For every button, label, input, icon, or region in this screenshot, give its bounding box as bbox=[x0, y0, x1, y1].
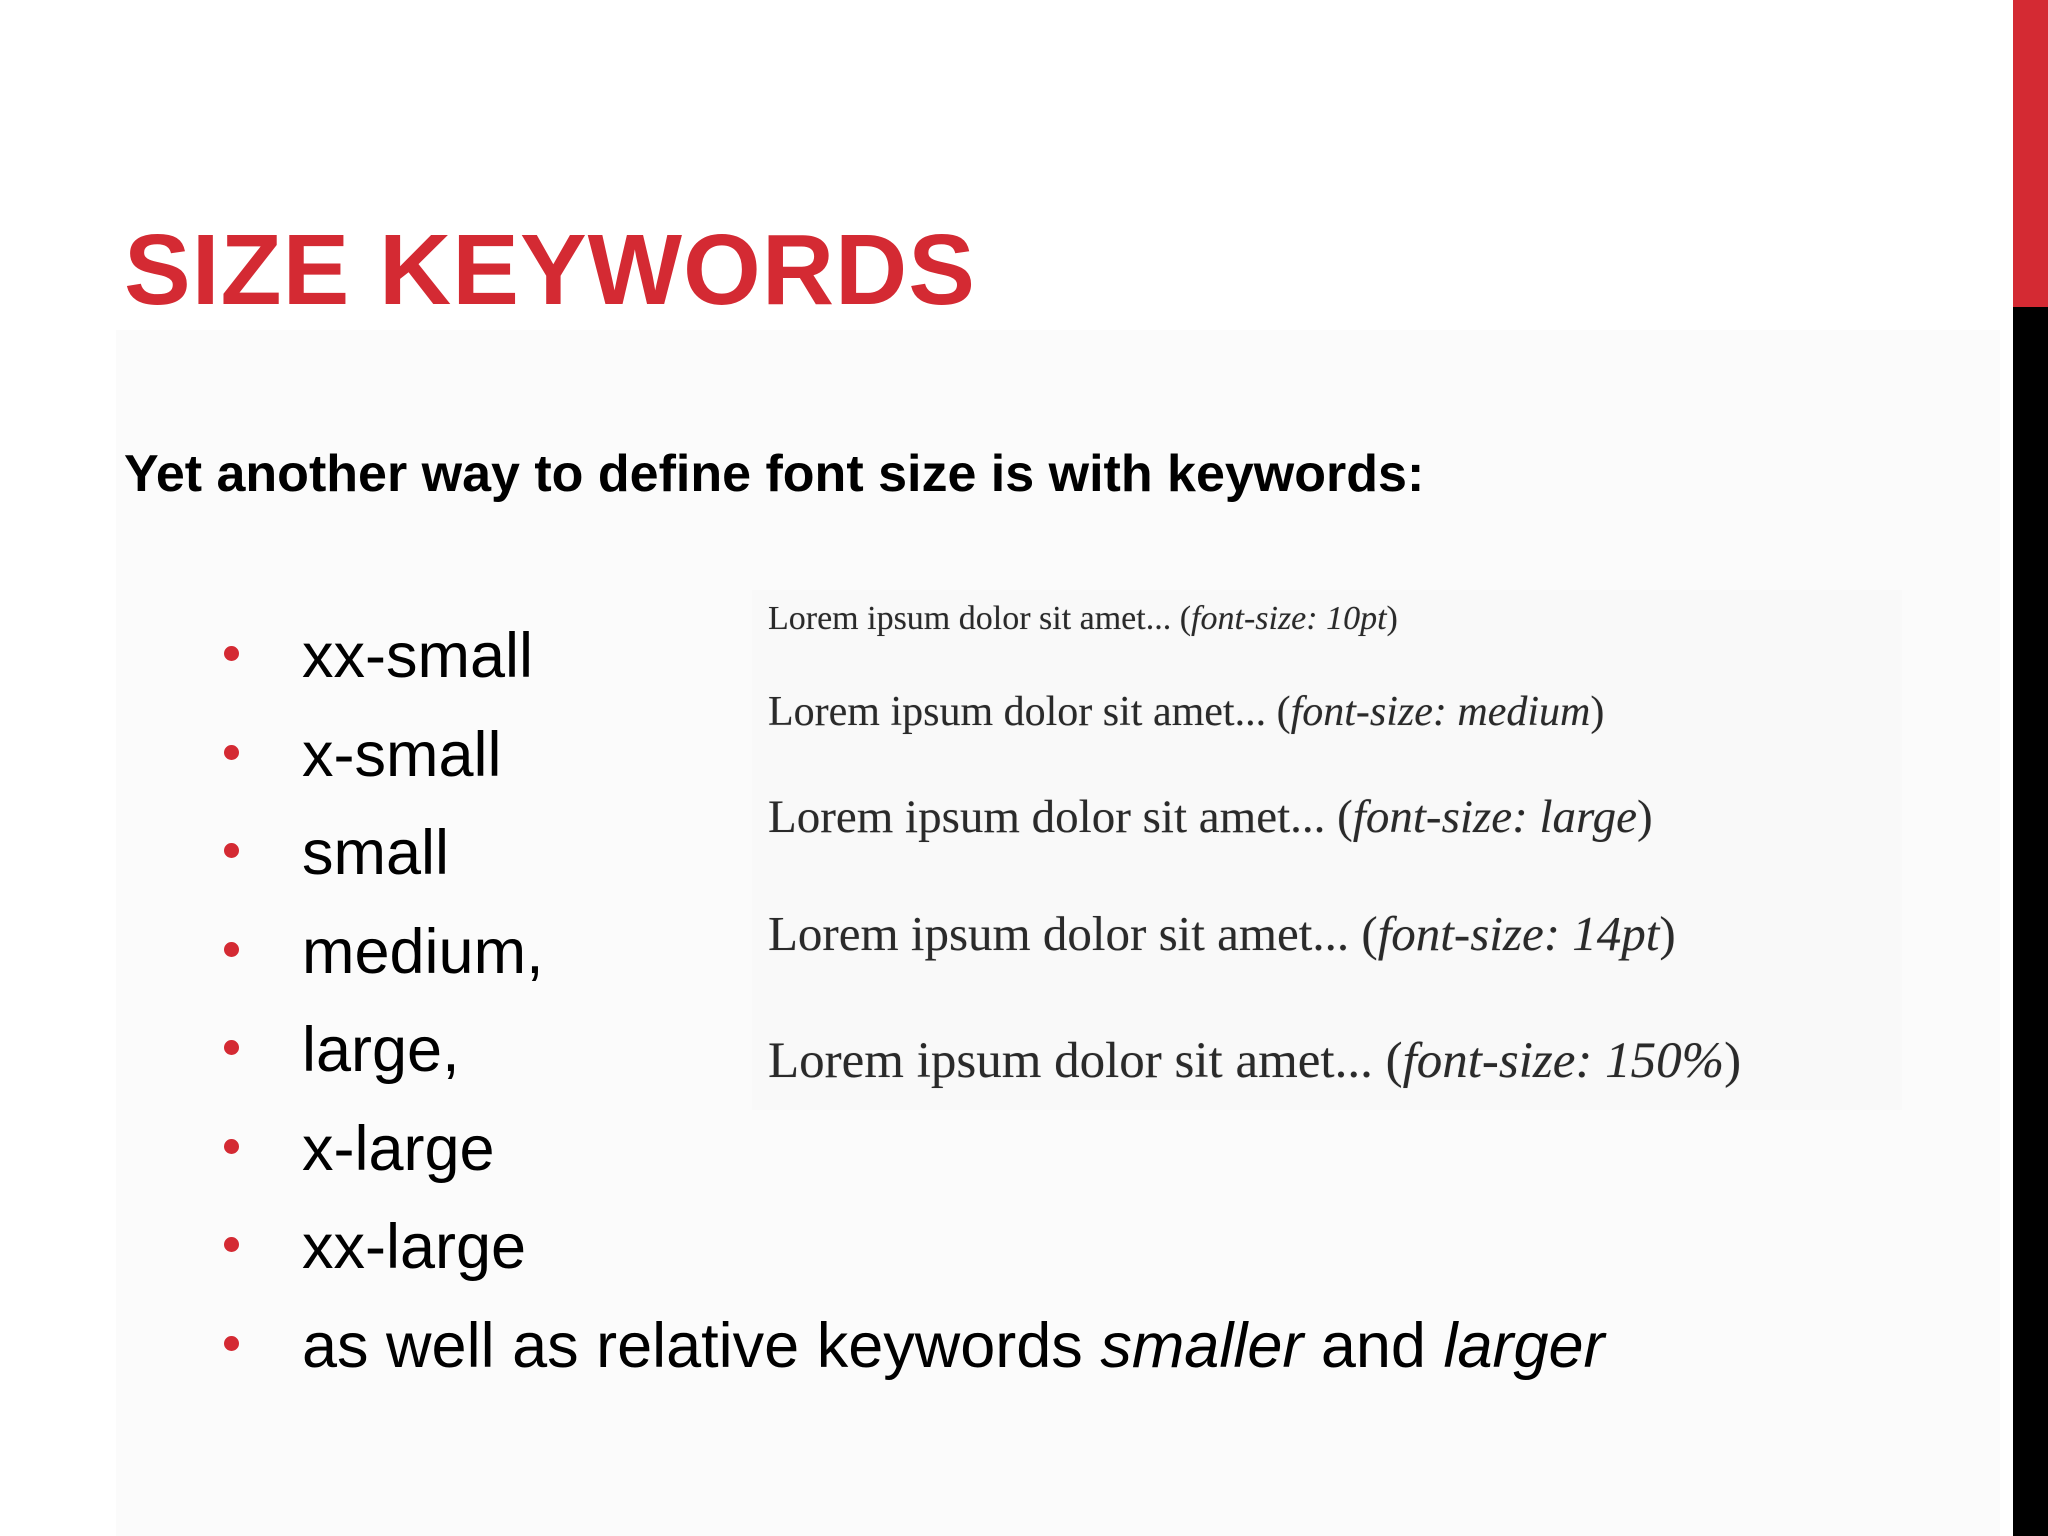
bullet-icon bbox=[224, 1237, 239, 1252]
keyword-larger: larger bbox=[1443, 1310, 1605, 1381]
sample-paren: ( bbox=[1385, 1033, 1403, 1089]
list-item-text: medium, bbox=[302, 916, 544, 987]
sample-line bbox=[768, 686, 1604, 738]
sample-paren: ) bbox=[1386, 600, 1398, 637]
sample-size-label: font-size: 10pt bbox=[1191, 600, 1387, 637]
bullet-icon bbox=[224, 646, 239, 661]
sample-paren: ( bbox=[1179, 600, 1192, 637]
list-item-text: xx-small bbox=[302, 621, 533, 691]
slide-title: SIZE KEYWORDS bbox=[124, 214, 976, 326]
sample-text: Lorem ipsum dolor sit amet... bbox=[768, 689, 1277, 735]
slide-subtitle: Yet another way to define font size is with keywords: bbox=[124, 445, 1425, 503]
bullet-icon bbox=[224, 1139, 239, 1154]
sample-paren: ) bbox=[1636, 791, 1653, 843]
list-item-text-part: as well as relative keywords bbox=[302, 1310, 1101, 1381]
sample-size-label: font-size: 14pt bbox=[1377, 906, 1660, 961]
sample-paren: ( bbox=[1361, 906, 1378, 961]
bullet-icon bbox=[224, 1040, 239, 1055]
sample-paren: ( bbox=[1337, 791, 1353, 843]
list-item-text: xx-large bbox=[302, 1212, 527, 1282]
sample-paren: ) bbox=[1659, 906, 1676, 961]
sample-paren: ( bbox=[1276, 689, 1291, 735]
bullet-icon bbox=[224, 745, 239, 760]
list-item-text-part: and bbox=[1303, 1310, 1444, 1381]
list-item-text bbox=[302, 1306, 1605, 1386]
list-item-text: x-small bbox=[302, 719, 502, 790]
sample-line bbox=[768, 904, 1676, 964]
sample-line bbox=[768, 596, 1398, 642]
side-bar bbox=[2013, 0, 2048, 1536]
sample-size-label: font-size: medium bbox=[1290, 689, 1591, 735]
font-size-sample-image bbox=[752, 590, 1902, 1110]
bullet-icon bbox=[224, 942, 239, 957]
list-item-text: small bbox=[302, 818, 450, 888]
sample-paren: ) bbox=[1590, 689, 1605, 735]
sample-size-label: font-size: 150% bbox=[1402, 1033, 1725, 1089]
list-item-text: x-large bbox=[302, 1113, 495, 1184]
list-item-text: large, bbox=[302, 1015, 460, 1085]
keyword-smaller: smaller bbox=[1100, 1310, 1304, 1381]
sample-size-label: font-size: large bbox=[1352, 791, 1637, 843]
sample-line bbox=[768, 788, 1653, 846]
sample-text: Lorem ipsum dolor sit amet... bbox=[768, 906, 1362, 961]
bullet-icon bbox=[224, 1336, 239, 1351]
side-bar-accent bbox=[2013, 0, 2048, 307]
sample-text: Lorem ipsum dolor sit amet... bbox=[768, 1033, 1386, 1089]
sample-text: Lorem ipsum dolor sit amet... bbox=[768, 791, 1338, 843]
sample-text: Lorem ipsum dolor sit amet... bbox=[768, 600, 1180, 637]
sample-paren: ) bbox=[1724, 1033, 1742, 1089]
bullet-icon bbox=[224, 843, 239, 858]
sample-line bbox=[768, 1030, 1741, 1092]
